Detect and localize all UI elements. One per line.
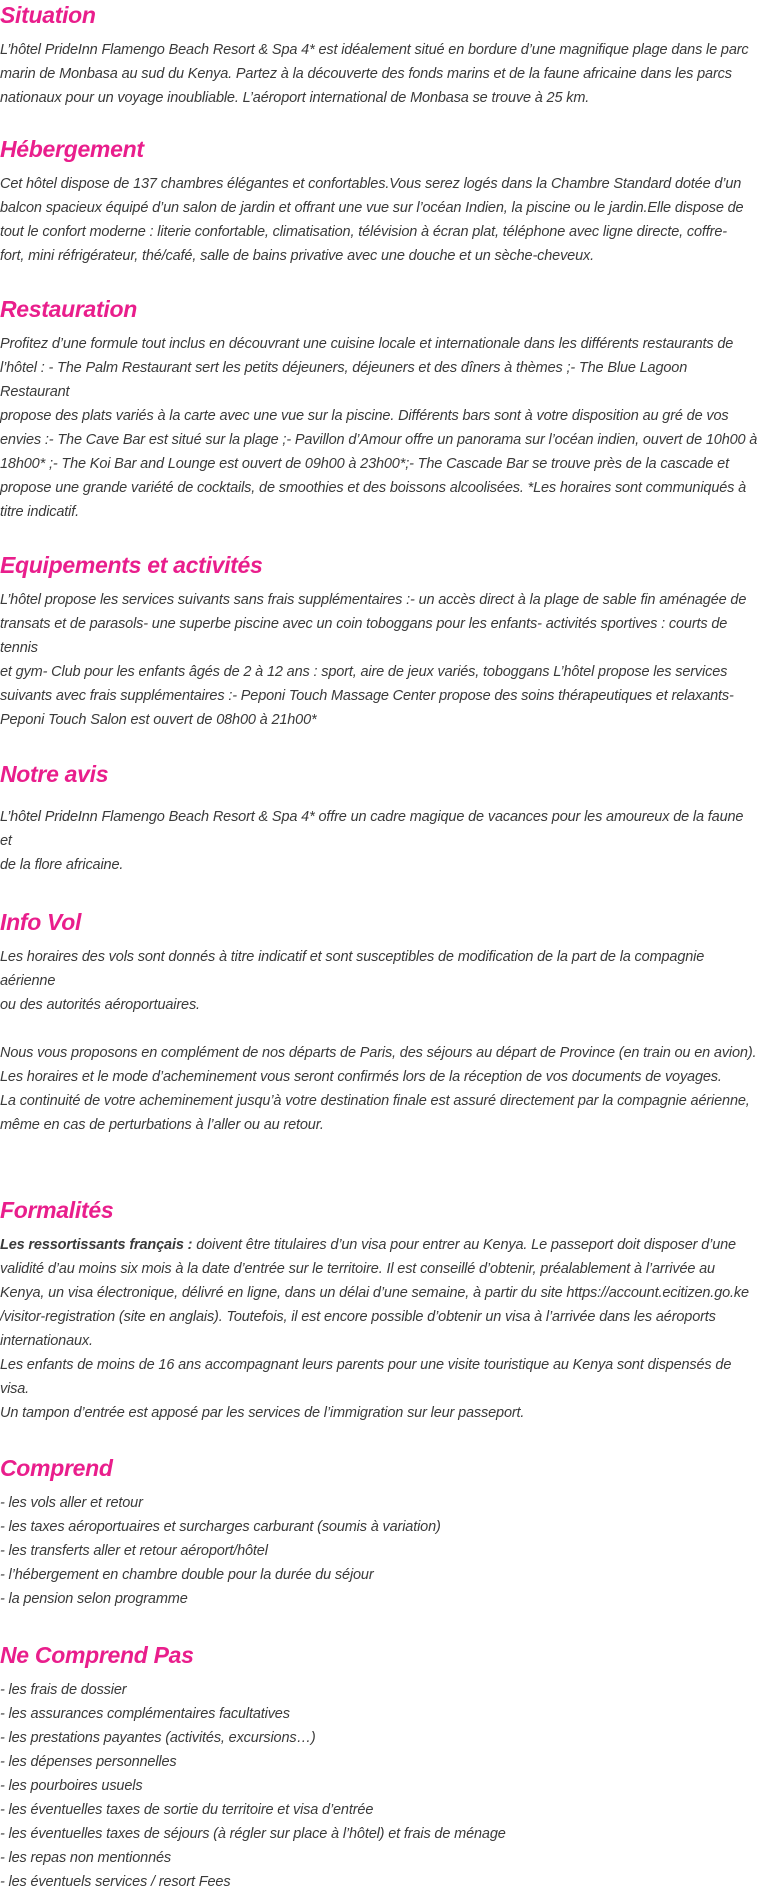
text-line: balcon spacieux équipé d’un salon de jardin et offrant une vue sur l’océan Indien, la piscine ou le jardin.Elle dispose de	[0, 200, 744, 216]
text-line: tout le confort moderne : literie confortable, climatisation, télévision à écran plat, téléphone avec ligne directe, coffre-	[0, 224, 727, 240]
text-line: Un tampon d’entrée est apposé par les services de l’immigration sur leur passeport.	[0, 1405, 525, 1421]
text-line: La continuité de votre acheminement jusqu’à votre destination finale est assuré directement par la compagnie aérienne,	[0, 1093, 750, 1109]
situation-text	[0, 38, 758, 110]
text-line: L’hôtel PrideInn Flamengo Beach Resort & Spa 4* offre un cadre magique de vacances pour les amoureux de la faune et	[0, 809, 744, 849]
section-comprend	[0, 1453, 758, 1611]
text-line: validité d’au moins six mois à la date d’entrée sur le territoire. Il est conseillé d’obtenir, préalablement à l’arrivée au	[0, 1261, 715, 1277]
text-line: Profitez d’une formule tout inclus en découvrant une cuisine locale et internationale dans les différents restaurants de	[0, 336, 734, 352]
text-line: Les horaires des vols sont donnés à titre indicatif et sont susceptibles de modification de la part de la compagnie aérienne	[0, 949, 705, 989]
text-line: de la flore africaine.	[0, 857, 124, 873]
bold-lead: Les ressortissants français :	[0, 1237, 193, 1253]
text-line: 18h00* ;- The Koi Bar and Lounge est ouvert de 09h00 à 23h00*;- The Cascade Bar se trouve près de la cascade et	[0, 456, 729, 472]
text-line: l’hôtel : - The Palm Restaurant sert les petits déjeuners, déjeuners et des dîners à thèmes ;- The Blue Lagoon Restaurant	[0, 360, 688, 400]
text-line: nationaux pour un voyage inoubliable. L’aéroport international de Monbasa se trouve à 25 km.	[0, 90, 590, 106]
paragraph-gap	[0, 1017, 758, 1041]
list-item: - les repas non mentionnés	[0, 1850, 172, 1866]
equipements-text	[0, 588, 758, 732]
hebergement-text	[0, 172, 758, 268]
info-vol-text-2	[0, 1041, 758, 1137]
text-line: Nous vous proposons en complément de nos départs de Paris, des séjours au départ de Province (en train ou en avion).	[0, 1045, 757, 1061]
info-vol-text-1	[0, 945, 758, 1017]
section-title-restauration: Restauration	[0, 296, 137, 322]
text-line: marin de Monbasa au sud du Kenya. Partez à la découverte des fonds marins et de la faune africaine dans les parcs	[0, 66, 732, 82]
text-line: L’hôtel PrideInn Flamengo Beach Resort & Spa 4* est idéalement situé en bordure d’une magnifique plage dans le parc	[0, 42, 749, 58]
text-line: suivants avec frais supplémentaires :- Peponi Touch Massage Center propose des soins thérapeutiques et relaxants-	[0, 688, 734, 704]
text-line: envies :- The Cave Bar est situé sur la plage ;- Pavillon d’Amour offre un panorama sur l’océan indien, ouvert de 10h00 à	[0, 432, 758, 448]
text-line: transats et de parasols- une superbe piscine avec un coin toboggans pour les enfants- activités sportives : courts de tennis	[0, 616, 728, 656]
section-info-vol	[0, 907, 758, 1137]
list-item: - l’hébergement en chambre double pour la durée du séjour	[0, 1567, 374, 1583]
text-line: et gym- Club pour les enfants âgés de 2 à 12 ans : sport, aire de jeux variés, toboggans L’hôtel propose les services	[0, 664, 728, 680]
list-item: - les pourboires usuels	[0, 1778, 143, 1794]
section-title-hebergement: Hébergement	[0, 136, 144, 162]
section-title-situation: Situation	[0, 2, 96, 28]
text-line: internationaux.	[0, 1333, 93, 1349]
text-line: Les enfants de moins de 16 ans accompagnant leurs parents pour une visite touristique au Kenya sont dispensés de visa.	[0, 1357, 732, 1397]
section-ne-comprend-pas	[0, 1640, 758, 1894]
section-title-ne-comprend-pas: Ne Comprend Pas	[0, 1642, 194, 1668]
text-line: titre indicatif.	[0, 504, 79, 520]
text-fragment: doivent être titulaires d’un visa pour entrer au Kenya. Le passeport doit disposer d’une	[192, 1237, 736, 1253]
text-line: ou des autorités aéroportuaires.	[0, 997, 200, 1013]
section-equipements	[0, 550, 758, 732]
text-line: Kenya, un visa électronique, délivré en ligne, dans un délai d’une semaine, à partir du site https://account.ecitizen.go.ke	[0, 1285, 749, 1301]
section-title-comprend: Comprend	[0, 1455, 113, 1481]
section-restauration	[0, 294, 758, 524]
list-item: - les dépenses personnelles	[0, 1754, 177, 1770]
list-item: - les transferts aller et retour aéroport/hôtel	[0, 1543, 268, 1559]
section-avis	[0, 759, 758, 877]
list-item: - les vols aller et retour	[0, 1495, 143, 1511]
text-line: Cet hôtel dispose de 137 chambres élégantes et confortables.Vous serez logés dans la Chambre Standard dotée d’un	[0, 176, 742, 192]
list-item: - les prestations payantes (activités, excursions…)	[0, 1730, 316, 1746]
section-title-formalites: Formalités	[0, 1197, 114, 1223]
text-line: /visitor-registration (site en anglais). Toutefois, il est encore possible d’obtenir un visa à l’arrivée dans les aéroports	[0, 1309, 716, 1325]
text-line: propose une grande variété de cocktails, de smoothies et des boissons alcoolisées. *Les horaires sont communiqués à	[0, 480, 747, 496]
list-item: - les frais de dossier	[0, 1682, 127, 1698]
restauration-text	[0, 332, 758, 524]
section-title-info-vol: Info Vol	[0, 909, 82, 935]
text-line: même en cas de perturbations à l’aller ou au retour.	[0, 1117, 324, 1133]
ne-comprend-pas-list	[0, 1678, 758, 1894]
avis-text	[0, 805, 758, 877]
section-hebergement	[0, 134, 758, 268]
text-line: Peponi Touch Salon est ouvert de 08h00 à 21h00*	[0, 712, 317, 728]
list-item: - la pension selon programme	[0, 1591, 188, 1607]
list-item: - les assurances complémentaires facultatives	[0, 1706, 290, 1722]
text-line: Les horaires et le mode d’acheminement vous seront confirmés lors de la réception de vos documents de voyages.	[0, 1069, 722, 1085]
section-formalites	[0, 1195, 758, 1425]
list-item: - les éventuelles taxes de sortie du territoire et visa d’entrée	[0, 1802, 374, 1818]
list-item: - les éventuels services / resort Fees	[0, 1874, 231, 1890]
comprend-list	[0, 1491, 758, 1611]
text-line: L’hôtel propose les services suivants sans frais supplémentaires :- un accès direct à la plage de sable fin aménagée de	[0, 592, 747, 608]
list-item: - les taxes aéroportuaires et surcharges carburant (soumis à variation)	[0, 1519, 441, 1535]
text-line	[0, 1233, 758, 1257]
section-situation	[0, 0, 758, 110]
list-item: - les éventuelles taxes de séjours (à régler sur place à l’hôtel) et frais de ménage	[0, 1826, 506, 1842]
section-title-equipements: Equipements et activités	[0, 552, 263, 578]
formalites-text	[0, 1233, 758, 1425]
text-line: propose des plats variés à la carte avec une vue sur la piscine. Différents bars sont à votre disposition au gré de vos	[0, 408, 729, 424]
section-title-avis: Notre avis	[0, 761, 109, 787]
text-line: fort, mini réfrigérateur, thé/café, salle de bains privative avec une douche et un sèche-cheveux.	[0, 248, 594, 264]
